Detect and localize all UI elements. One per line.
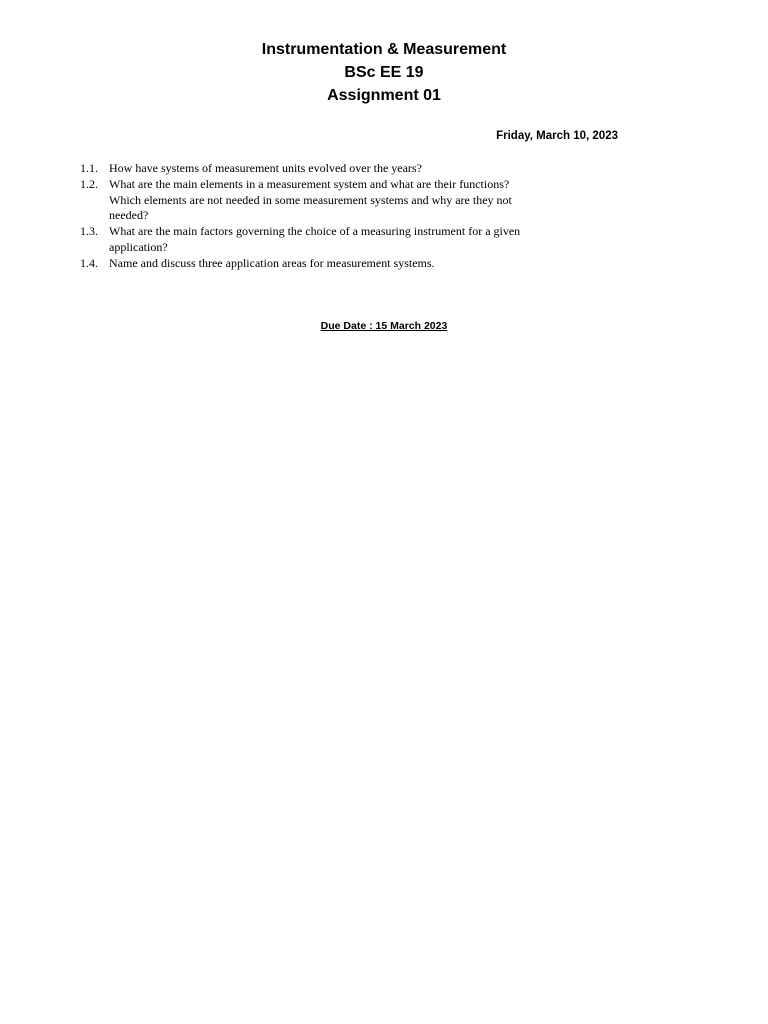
question-number: 1.2. bbox=[80, 176, 98, 191]
due-date-line bbox=[0, 319, 768, 333]
question-text bbox=[109, 256, 550, 272]
question-line: What are the main factors governing the choice of a measuring instrument for a given bbox=[109, 224, 521, 239]
assignment-date: Friday, March 10, 2023 bbox=[496, 130, 618, 142]
program-name: BSc EE 19 bbox=[344, 64, 424, 81]
question-text bbox=[109, 177, 550, 224]
question-item bbox=[80, 256, 550, 272]
question-item bbox=[80, 161, 550, 177]
question-text bbox=[109, 161, 550, 177]
question-line: Which elements are not needed in some measurement systems and why are they not bbox=[109, 192, 512, 207]
question-text bbox=[109, 224, 550, 256]
question-line: needed? bbox=[109, 208, 149, 223]
question-line: Name and discuss three application areas for measurement systems. bbox=[109, 255, 435, 270]
assignment-title: Assignment 01 bbox=[327, 87, 441, 104]
question-line: How have systems of measurement units evolved over the years? bbox=[109, 161, 422, 175]
question-number: 1.3. bbox=[80, 224, 98, 239]
question-number: 1.1. bbox=[80, 161, 98, 175]
due-date: Due Date : 15 March 2023 bbox=[320, 320, 448, 332]
question-line: What are the main elements in a measurement system and what are their functions? bbox=[109, 176, 510, 191]
question-number: 1.4. bbox=[80, 255, 98, 270]
question-item bbox=[80, 177, 550, 224]
title-block bbox=[0, 38, 768, 107]
question-list bbox=[80, 161, 550, 272]
question-line: application? bbox=[109, 239, 168, 254]
question-item bbox=[80, 224, 550, 256]
course-title: Instrumentation & Measurement bbox=[261, 41, 507, 58]
